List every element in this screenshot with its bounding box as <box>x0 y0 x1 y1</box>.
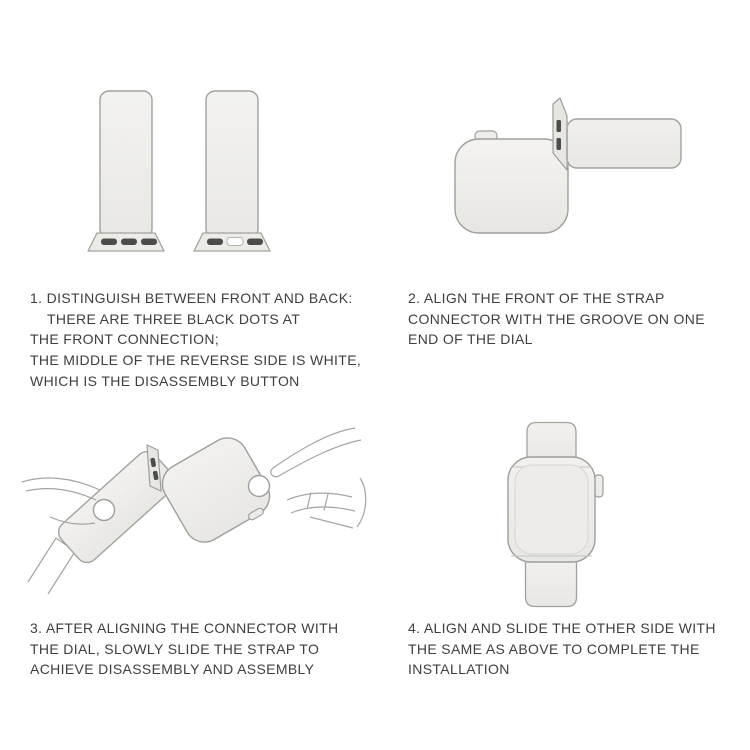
step-2-line: CONNECTOR WITH THE GROOVE ON ONE <box>408 310 705 327</box>
step-1-line: THE MIDDLE OF THE REVERSE SIDE IS WHITE, <box>30 352 362 369</box>
connector-slot-1 <box>557 120 562 132</box>
step-3-line: 3. AFTER ALIGNING THE CONNECTOR WITH <box>30 620 339 636</box>
step-3-line: THE DIAL, SLOWLY SLIDE THE STRAP TO <box>30 640 320 657</box>
step-1-line: 1. DISTINGUISH BETWEEN FRONT AND BACK: <box>30 290 353 306</box>
step-1-line: WHICH IS THE DISASSEMBLY BUTTON <box>30 372 300 389</box>
right-grip-hole <box>249 476 270 497</box>
watch-screen <box>515 465 588 554</box>
right-hand-sketch <box>271 428 366 528</box>
step-2-line: END OF THE DIAL <box>408 331 533 348</box>
step-1-line: THERE ARE THREE BLACK DOTS AT <box>47 310 301 327</box>
step-3-text <box>30 618 338 680</box>
assembled-watch-illustration <box>470 408 690 613</box>
step-1-line: THE FRONT CONNECTION; <box>30 331 220 348</box>
connector-slot-2 <box>557 138 562 150</box>
step-4-line: THE SAME AS ABOVE TO COMPLETE THE <box>408 640 700 657</box>
step-4-line: 4. ALIGN AND SLIDE THE OTHER SIDE WITH <box>408 620 716 636</box>
strap-dial-alignment-illustration <box>430 90 730 270</box>
back-dot-right <box>247 239 263 246</box>
strap <box>54 447 180 567</box>
strap <box>567 119 681 168</box>
watch-dial <box>455 131 568 233</box>
bottom-strap <box>526 558 577 607</box>
step-4-text <box>408 618 716 680</box>
strap-front <box>88 91 164 251</box>
front-dot-3 <box>141 239 157 246</box>
front-dot-1 <box>101 239 117 246</box>
left-grip-hole <box>94 500 115 521</box>
slide-strap-hands-illustration <box>10 420 370 610</box>
watch-crown <box>595 475 604 497</box>
strap-back <box>194 91 270 251</box>
step-4-line: INSTALLATION <box>408 661 510 678</box>
step-3-line: ACHIEVE DISASSEMBLY AND ASSEMBLY <box>30 661 315 678</box>
disassembly-button-white <box>227 238 243 246</box>
step-2-line: 2. ALIGN THE FRONT OF THE STRAP <box>408 290 665 306</box>
straps-front-back-illustration <box>60 60 300 280</box>
step-2-text <box>408 288 705 350</box>
step-1-text <box>30 288 361 392</box>
back-dot-left <box>207 239 223 246</box>
front-dot-2 <box>121 239 137 246</box>
